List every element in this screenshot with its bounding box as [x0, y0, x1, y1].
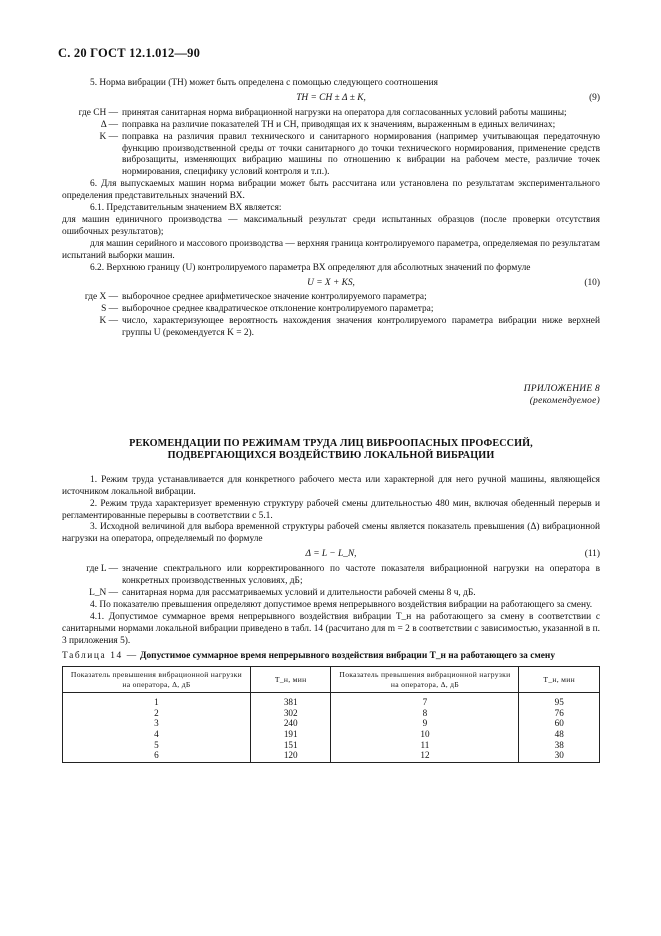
- equation-10-number: (10): [584, 277, 600, 288]
- rec-1: 1. Режим труда устанавливается для конкретного рабочего места или характерной для него ручной машины, являющейся источником локальной вибрации.: [62, 474, 600, 497]
- equation-10-formula: U = X + KS,: [307, 277, 355, 288]
- table-cell: 11: [331, 740, 519, 751]
- table-row: [63, 750, 600, 762]
- table-cell: 12: [331, 750, 519, 762]
- rec-4: 4. По показателю превышения определяют допустимое время непрерывного воздействия вибрации на работающего за смену.: [90, 599, 593, 610]
- definition-key: где X —: [84, 292, 118, 303]
- table-caption-text: Допустимое суммарное время непрерывного воздействия вибрации T_н на работающего за смену: [140, 650, 556, 661]
- paragraph-6-1: 6.1. Представительным значением ВХ является:: [90, 203, 282, 214]
- definition-item: [62, 292, 600, 304]
- definitions-9: [62, 108, 600, 179]
- definition-text: выборочное среднее квадратическое отклонение контролируемого параметра;: [122, 304, 434, 315]
- paragraph-6-1-b: для машин серийного и массового производства — верхняя граница контролируемого параметра, определяемая по результатам испытаний выборки машин.: [62, 238, 600, 261]
- table-cell: 10: [331, 729, 519, 740]
- table-header-cell: T_н, мин: [250, 667, 331, 693]
- equation-9-number: (9): [589, 92, 600, 103]
- section-title-line-2: ПОДВЕРГАЮЩИХСЯ ВОЗДЕЙСТВИЮ ЛОКАЛЬНОЙ ВИБРАЦИИ: [167, 450, 495, 462]
- paragraph-5: 5. Норма вибрации (TH) может быть определена с помощью следующего соотношения: [90, 78, 438, 88]
- definition-key: L_N —: [89, 588, 118, 598]
- definition-item: [62, 588, 600, 600]
- table-caption-label: Таблица 14 —: [62, 650, 138, 661]
- definition-item: [62, 316, 600, 340]
- page-header: С. 20 ГОСТ 12.1.012—90: [58, 46, 201, 60]
- equation-10: [62, 278, 600, 290]
- table-cell: 30: [519, 750, 600, 762]
- table-cell: 48: [519, 729, 600, 740]
- paragraph-6-2: 6.2. Верхнюю границу (U) контролируемого параметра ВХ определяют для абсолютных значений по формуле: [90, 262, 531, 273]
- table-cell: 60: [519, 718, 600, 729]
- definition-key: S —: [101, 304, 118, 315]
- table-row: [63, 708, 600, 719]
- document-body: [62, 78, 600, 763]
- table-cell: 151: [250, 740, 331, 751]
- definition-text: санитарная норма для рассматриваемых условий и длительности рабочей смены 8 ч, дБ.: [122, 588, 476, 598]
- table-header-cell: Показатель превышения вибрационной нагрузки на оператора, Δ, дБ: [63, 667, 251, 693]
- table-cell: 76: [519, 708, 600, 719]
- definitions-10: [62, 292, 600, 340]
- table-cell: 120: [250, 750, 331, 762]
- table-cell: 9: [331, 718, 519, 729]
- rec-3: 3. Исходной величиной для выбора временной структуры рабочей смены является показатель превышения (Δ) вибрационной нагрузки на оператора, определяемый по формуле: [62, 522, 600, 545]
- table-row: [63, 718, 600, 729]
- section-title-line-1: РЕКОМЕНДАЦИИ ПО РЕЖИМАМ ТРУДА ЛИЦ ВИБРООПАСНЫХ ПРОФЕССИЙ,: [129, 437, 533, 449]
- equation-11-formula: Δ = L − L_N,: [305, 549, 357, 560]
- table-cell: 95: [519, 693, 600, 708]
- appendix-sub: (рекомендуемое): [529, 395, 600, 406]
- table-cell: 1: [63, 693, 251, 708]
- table-14: [62, 666, 600, 762]
- table-cell: 8: [331, 708, 519, 719]
- equation-9: [62, 93, 600, 105]
- table-header-row: [63, 667, 600, 693]
- table-row: [63, 729, 600, 740]
- table-cell: 381: [250, 693, 331, 708]
- equation-11-number: (11): [584, 549, 600, 560]
- table-cell: 6: [63, 750, 251, 762]
- definition-item: [62, 304, 600, 316]
- rec-4-1: 4.1. Допустимое суммарное время непрерывного воздействия вибрации T_н на работающего за смену в соответствии с санитарными нормами локальной вибрации приведено в табл. 14 (расчитано для m = 2 в соответствии с зависимостью, указанной в п. 3 приложения 5).: [62, 611, 600, 646]
- definition-item: [62, 564, 600, 588]
- rec-2: 2. Режим труда характеризует временную структуру рабочей смены длительностью 480 мин, включая обеденный перерыв и регламентированные перерывы в соответствии с 5.1.: [62, 498, 600, 521]
- equation-9-formula: TH = CH ± Δ ± K,: [296, 92, 366, 103]
- paragraph-6-1-a: для машин единичного производства — максимальный результат среди испытанных образцов (после проверки отсутствия ошибочных результатов);: [62, 214, 600, 237]
- table-cell: 3: [63, 718, 251, 729]
- definition-item: [62, 120, 600, 132]
- definition-item: [62, 132, 600, 180]
- definition-text: выборочное среднее арифметическое значение контролируемого параметра;: [122, 292, 427, 303]
- definition-key: Δ —: [100, 119, 118, 130]
- table-cell: 2: [63, 708, 251, 719]
- table-cell: 5: [63, 740, 251, 751]
- definition-key: где CH —: [78, 107, 118, 118]
- appendix-label: ПРИЛОЖЕНИЕ 8: [523, 384, 600, 395]
- section-title: [62, 438, 600, 463]
- definition-text: поправка на различие показателей TH и CH, приводящая их к значениям, выраженным в единых величинах;: [122, 119, 556, 130]
- table-cell: 7: [331, 693, 519, 708]
- definition-key: где L —: [86, 564, 118, 575]
- table-cell: 302: [250, 708, 331, 719]
- definition-text: число, характеризующее вероятность нахождения значения контролируемого параметра вибрации ниже верхней группы U (рекомендуется K = 2).: [122, 316, 600, 339]
- table-row: [63, 740, 600, 751]
- table-cell: 38: [519, 740, 600, 751]
- equation-11: [62, 549, 600, 561]
- paragraph-6: 6. Для выпускаемых машин норма вибрации может быть рассчитана или установлена по результатам экспериментального определения представительных значений ВХ.: [62, 179, 600, 202]
- table-row: [63, 693, 600, 708]
- table-cell: 191: [250, 729, 331, 740]
- table-header-cell: T_н, мин: [519, 667, 600, 693]
- table-cell: 240: [250, 718, 331, 729]
- definition-key: K —: [99, 316, 118, 327]
- definitions-11: [62, 564, 600, 600]
- table-header-cell: Показатель превышения вибрационной нагрузки на оператора, Δ, дБ: [331, 667, 519, 693]
- definition-text: поправка на различия правил технического и санитарного нормирования (например учитывающая передаточную функцию производственной среды от точки санитарного до точки технического нормирования, применение средств виброзащиты, изменяющих вибрацию машины по отношению к вибрации на рабочем месте, различие точек нормирования, специфику условий контроля и т.п.).: [122, 131, 600, 178]
- definition-text: принятая санитарная норма вибрационной нагрузки на оператора для согласованных условий работы машины;: [122, 107, 567, 118]
- definition-key: K —: [99, 131, 118, 142]
- table-caption: [62, 651, 600, 663]
- definition-item: [62, 108, 600, 120]
- table-cell: 4: [63, 729, 251, 740]
- definition-text: значение спектрального или корректированного по частоте показателя вибрационной нагрузки на оператора в конкретных производственных условиях, дБ;: [122, 564, 600, 587]
